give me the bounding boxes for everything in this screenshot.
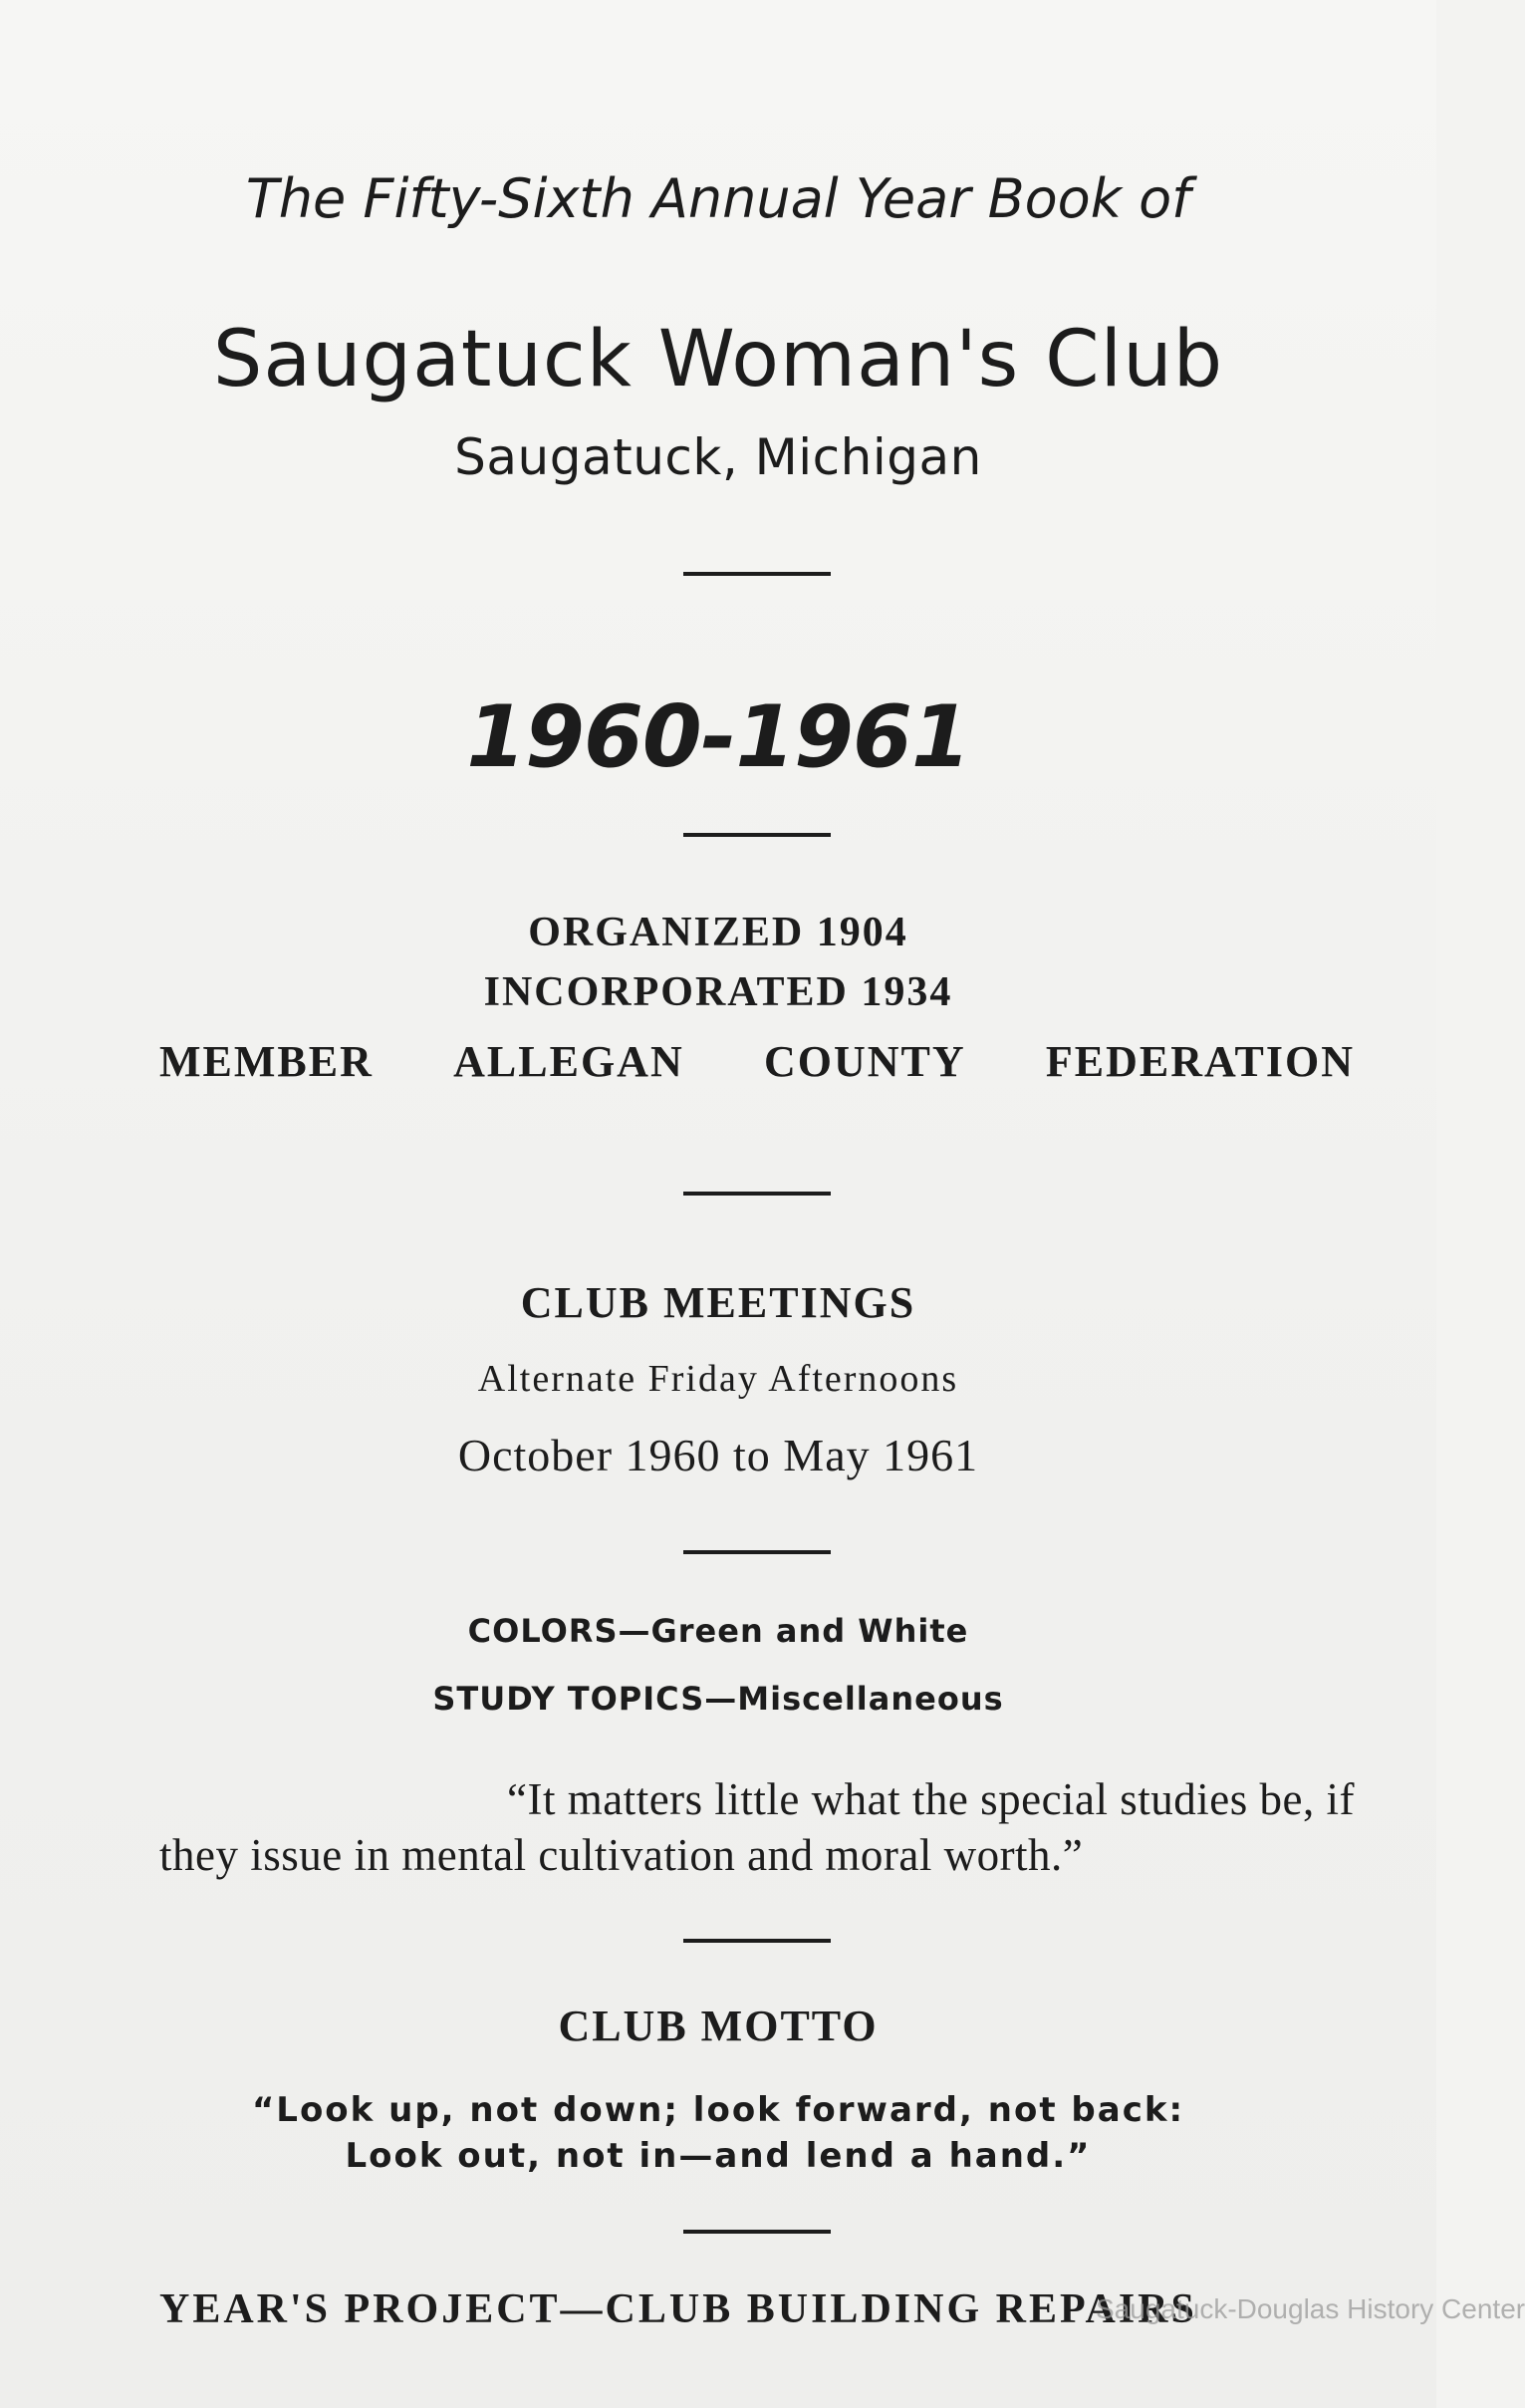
- federation-membership: [159, 1036, 1355, 1087]
- club-name: Saugatuck Woman's Club: [212, 315, 1224, 404]
- year-range: 1960-1961: [466, 687, 970, 787]
- club-location: Saugatuck, Michigan: [454, 428, 982, 486]
- quote-line-2: they issue in mental cultivation and moral worth.”: [159, 1830, 1084, 1880]
- quote-line-1: “It matters little what the special studies be, if: [507, 1774, 1355, 1824]
- club-meetings-heading: CLUB MEETINGS: [520, 1278, 916, 1327]
- meeting-dates: October 1960 to May 1961: [457, 1430, 979, 1480]
- archive-watermark: Saugatuck-Douglas History Center: [1096, 2293, 1525, 2324]
- motto-line-1: “Look up, not down; look forward, not back:: [251, 2090, 1185, 2130]
- federation-word: MEMBER: [159, 1037, 374, 1086]
- incorporated-line: INCORPORATED 1934: [483, 969, 953, 1015]
- motto-line-2: Look out, not in—and lend a hand.”: [345, 2136, 1092, 2176]
- divider-rule: [683, 572, 831, 576]
- club-motto-heading: CLUB MOTTO: [558, 2002, 879, 2050]
- federation-word: COUNTY: [763, 1037, 966, 1086]
- yearbook-title-line: The Fifty-Sixth Annual Year Book of: [245, 167, 1191, 230]
- federation-word: FEDERATION: [1045, 1037, 1355, 1086]
- study-topics: STUDY TOPICS—Miscellaneous: [432, 1680, 1004, 1718]
- meeting-schedule: Alternate Friday Afternoons: [477, 1358, 959, 1400]
- divider-rule: [683, 1192, 831, 1196]
- federation-word: ALLEGAN: [453, 1037, 684, 1086]
- club-colors: COLORS—Green and White: [467, 1612, 969, 1650]
- divider-rule: [683, 833, 831, 837]
- years-project: YEAR'S PROJECT—CLUB BUILDING REPAIRS: [159, 2286, 1197, 2332]
- divider-rule: [683, 1939, 831, 1943]
- divider-rule: [683, 1550, 831, 1554]
- organized-line: ORGANIZED 1904: [528, 910, 908, 955]
- divider-rule: [683, 2230, 831, 2234]
